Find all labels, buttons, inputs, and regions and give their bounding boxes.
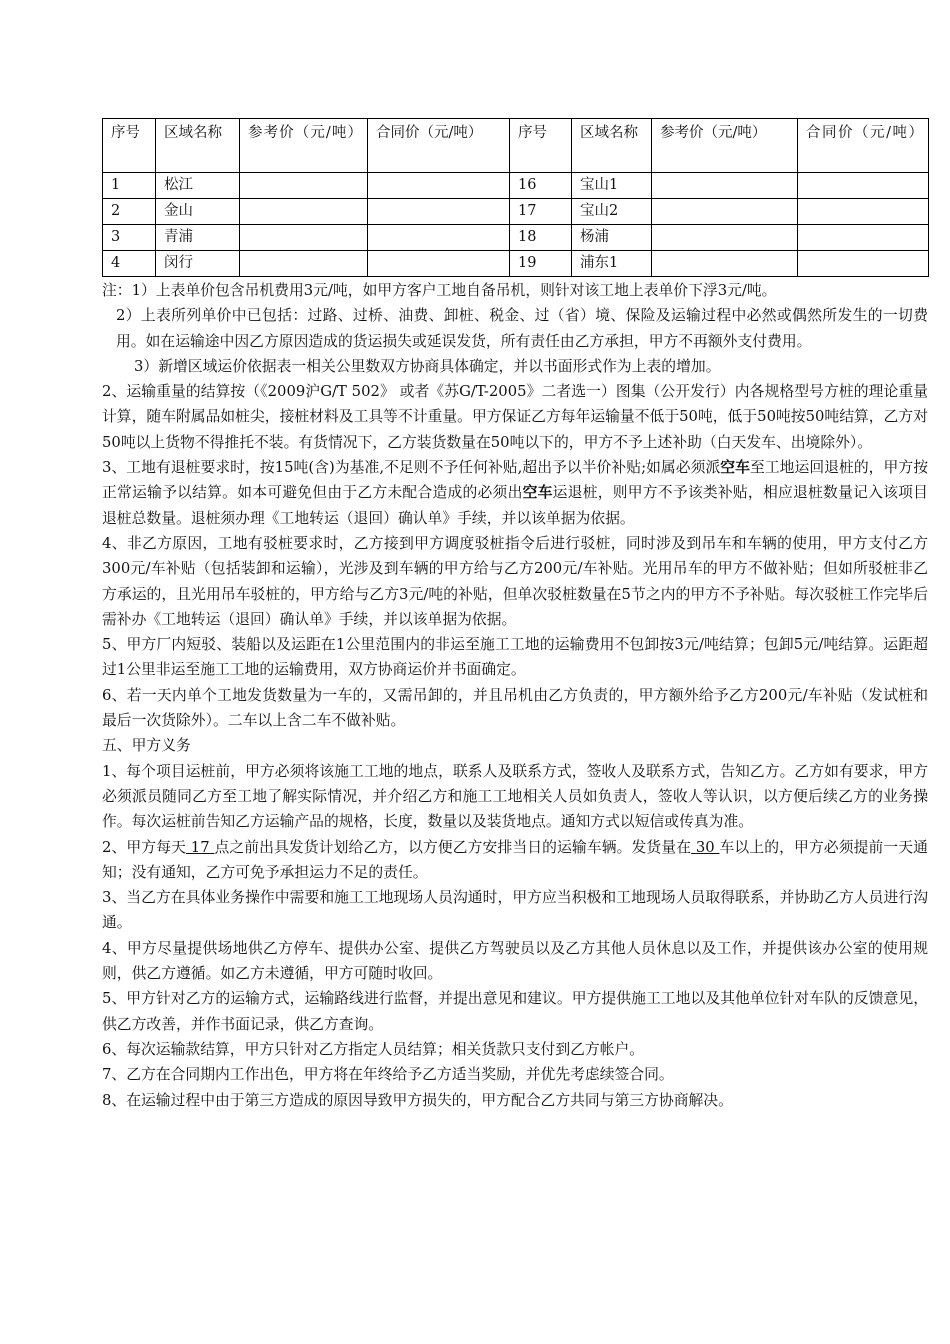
header-cell: 参考价（元/吨） — [240, 119, 368, 173]
header-cell: 序号 — [103, 119, 156, 173]
duty-2 — [102, 835, 928, 886]
table-cell: 杨浦 — [572, 225, 652, 251]
clause-3-text: 至工地运回退桩的，甲方按正常运输予以结算。如本可避免但由于乙方未配合造成的必须出 — [102, 459, 928, 502]
table-cell: 2 — [103, 199, 156, 225]
clause-2: 2、运输重量的结算按（《2009沪G/T 502》 或者《苏G/T-2005》二者选一）图集（公开发行）内各规格型号方桩的理论重量计算，随车附属品如桩尖，接桩材料及工具等不计重量。甲方保证乙方每年运输量不低于50吨，低于50吨按50吨结算，乙方对50吨以上货物不得推托不装。有货情况下，乙方装货数量在50吨以下的，甲方不予上述补助（白天发车、出境除外）。 — [102, 383, 928, 451]
table-cell: 3 — [103, 225, 156, 251]
header-cell: 合同价（元/吨） — [798, 119, 929, 173]
table-cell — [652, 251, 798, 277]
table-cell — [368, 199, 510, 225]
table-row — [103, 225, 929, 251]
table-cell — [652, 173, 798, 199]
header-cell: 合同价（元/吨） — [368, 119, 510, 173]
table-cell — [798, 173, 929, 199]
note-3: 3）新增区域运价依据表一相关公里数双方协商具体确定，并以书面形式作为上表的增加。 — [134, 357, 721, 375]
clause-3-bold: 空车 — [522, 484, 553, 502]
header-cell: 序号 — [510, 119, 572, 173]
table-cell: 松江 — [156, 173, 240, 199]
table-cell — [240, 251, 368, 277]
duty-6: 6、每次运输款结算，甲方只针对乙方指定人员结算；相关货款只支付到乙方帐户。 — [102, 1040, 645, 1058]
table-row — [103, 199, 929, 225]
header-cell: 区域名称 — [156, 119, 240, 173]
note-1: 注：1）上表单价包含吊机费用3元/吨，如甲方客户工地自备吊机，则针对该工地上表单价下浮3元/吨。 — [102, 282, 777, 299]
table-cell — [240, 199, 368, 225]
header-cell: 参考价（元/吨） — [652, 119, 798, 173]
clause-3-text: 3、工地有退桩要求时，按15吨(含)为基准,不足则不予任何补贴,超出予以半价补贴;如属必须派 — [102, 459, 721, 477]
table-row — [103, 173, 929, 199]
duty-1: 1、每个项目运桩前，甲方必须将该施工工地的地点，联系人及联系方式，签收人及联系方式，告知乙方。乙方如有要求，甲方必须派员随同乙方至工地了解实际情况，并介绍乙方和施工工地相关人员如负责人，签收人等认识，以方便后续乙方的业务操作。每次运桩前告知乙方运输产品的规格，长度，数量以及装货地点。通知方式以短信或传真为准。 — [102, 762, 928, 831]
table-cell: 青浦 — [156, 225, 240, 251]
duty-5: 5、甲方针对乙方的运输方式，运输路线进行监督，并提出意见和建议。甲方提供施工工地以及其他单位针对车队的反馈意见，供乙方改善，并作书面记录，供乙方查询。 — [102, 990, 928, 1033]
clause-6: 6、若一天内单个工地发货数量为一车的，又需吊卸的，并且吊机由乙方负责的，甲方额外给予乙方200元/车补贴（发试桩和最后一次货除外）。二车以上含二车不做补贴。 — [102, 686, 928, 730]
duty-4: 4、甲方尽量提供场地供乙方停车、提供办公室、提供乙方驾驶员以及乙方其他人员休息以及工作，并提供该办公室的使用规则，供乙方遵循。如乙方未遵循，甲方可随时收回。 — [102, 939, 928, 983]
contract-body — [102, 278, 928, 1113]
table-cell — [368, 173, 510, 199]
table-cell: 1 — [103, 173, 156, 199]
table-cell — [368, 251, 510, 277]
table-cell: 19 — [510, 251, 572, 277]
table-cell — [652, 199, 798, 225]
table-cell: 宝山2 — [572, 199, 652, 225]
table-cell: 16 — [510, 173, 572, 199]
duty-2-text: 车以上的，甲方必须提前一天通知；没有通知，乙方可免予承担运力不足的责任。 — [102, 838, 928, 881]
table-cell — [652, 225, 798, 251]
duty-7: 7、乙方在合同期内工作出色，甲方将在年终给予乙方适当奖励，并优先考虑续签合同。 — [102, 1066, 674, 1084]
note-2: 2）上表所列单价中已包括：过路、过桥、油费、卸桩、税金、过（省）境、保险及运输过程中必然或偶然所发生的一切费用。如在运输途中因乙方原因造成的货运损失或延误发货，所有责任由乙方承担，甲方不再额外支付费用。 — [116, 307, 928, 350]
table-row — [103, 251, 929, 277]
table-cell: 闵行 — [156, 251, 240, 277]
table-header-row — [103, 119, 929, 173]
table-cell — [798, 199, 929, 225]
table-cell — [240, 173, 368, 199]
duty-2-truck-value: 30 — [691, 838, 720, 856]
duty-2-hour-value: 17 — [186, 838, 215, 856]
clause-5: 5、甲方厂内短驳、装船以及运距在1公里范围内的非运至施工工地的运输费用不包卸按3元/吨结算；包卸5元/吨结算。运距超过1公里非运至施工工地的运输费用，双方协商运价并书面确定。 — [102, 636, 928, 679]
table-cell — [368, 225, 510, 251]
table-cell: 宝山1 — [572, 173, 652, 199]
duty-2-text: 点之前出具发货计划给乙方，以方便乙方安排当日的运输车辆。发货量在 — [214, 838, 692, 856]
rate-table — [102, 118, 929, 277]
table-cell: 金山 — [156, 199, 240, 225]
header-cell: 区域名称 — [572, 119, 652, 173]
section-title: 五、甲方义务 — [102, 737, 191, 755]
duty-8: 8、在运输过程中由于第三方造成的原因导致甲方损失的，甲方配合乙方共同与第三方协商解决。 — [102, 1091, 733, 1109]
clause-3-text: 运退桩，则甲方不予该类补贴，相应退桩数量记入该项目退桩总数量。退桩须办理《工地转运（退回）确认单》手续，并以该单据为依据。 — [102, 484, 928, 527]
table-cell: 4 — [103, 251, 156, 277]
table-cell — [798, 225, 929, 251]
duty-3: 3、当乙方在具体业务操作中需要和施工工地现场人员沟通时，甲方应当积极和工地现场人员取得联系，并协助乙方人员进行沟通。 — [102, 889, 928, 932]
table-cell: 18 — [510, 225, 572, 251]
duty-2-text: 2、甲方每天 — [102, 838, 186, 856]
table-cell: 浦东1 — [572, 251, 652, 277]
table-cell — [240, 225, 368, 251]
table-cell — [798, 251, 929, 277]
clause-3 — [102, 455, 928, 531]
document-page — [102, 118, 928, 1113]
table-cell: 17 — [510, 199, 572, 225]
clause-4: 4、非乙方原因，工地有驳桩要求时，乙方接到甲方调度驳桩指令后进行驳桩，同时涉及到吊车和车辆的使用，甲方支付乙方300元/车补贴（包括装卸和运输），光涉及到车辆的甲方给与乙方200元/车补贴。光用吊车的甲方不做补贴；但如所驳桩非乙方承运的，且光用吊车驳桩的，甲方给与乙方3元/吨的补贴，但单次驳桩数量在5节之内的甲方不予补贴。每次驳桩工作完毕后需补办《工地转运（退回）确认单》手续，并以该单据为依据。 — [102, 534, 928, 628]
clause-3-bold: 空车 — [720, 459, 750, 477]
